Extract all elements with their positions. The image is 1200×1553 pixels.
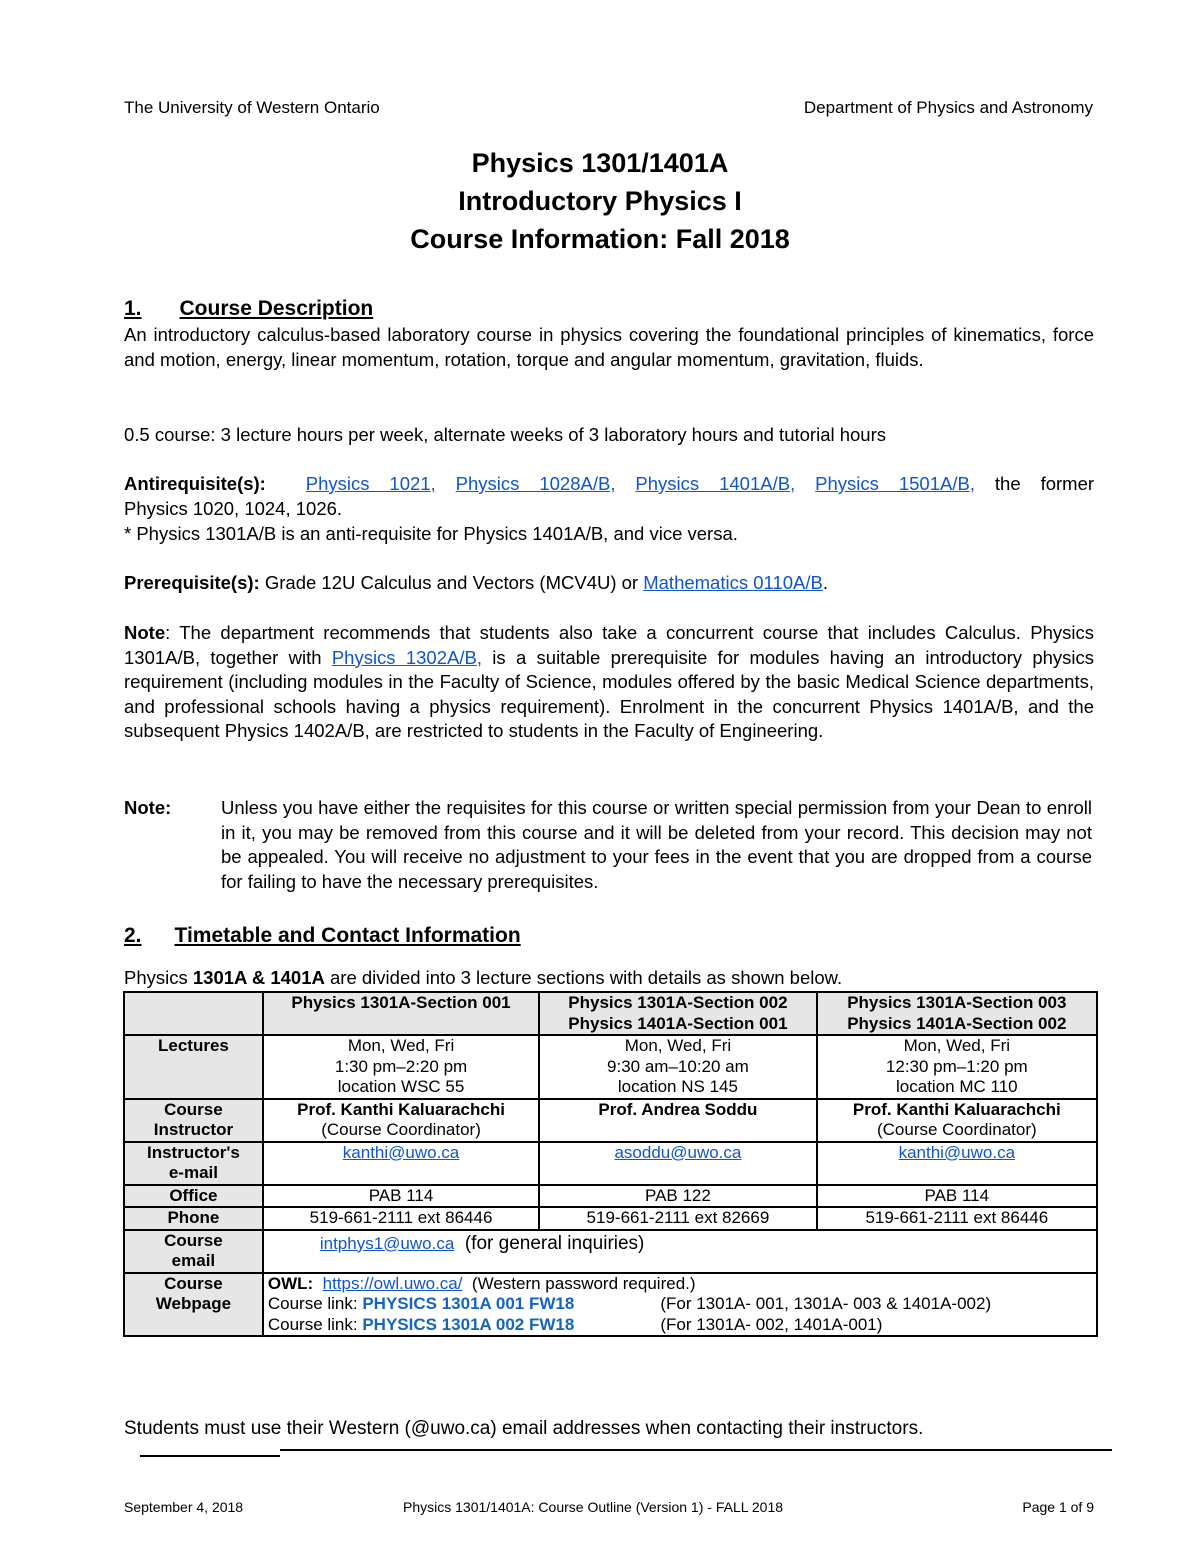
table-row [124,1230,1097,1273]
header-section-c [817,992,1097,1035]
email-label-1: Instructor's [147,1142,240,1162]
email-c-link[interactable]: kanthi@uwo.ca [898,1142,1016,1162]
instructor-a-role: (Course Coordinator) [321,1120,481,1139]
owl-line [268,1274,1092,1295]
lecture-a-time: 1:30 pm–2:20 pm [334,1056,468,1076]
note2-label: Note: [124,797,172,818]
note1-text-b: is a suitable prerequisite for modules having an introductory physics requirement (including modules in the Faculty of Science, modules offered by the basic Medical Science departments, and professional schools having a physics requirement). Enrolment in the concurrent Physics 1401A/B, and the subsequent Physics 1402A/B, are restricted to students in the Faculty of Engineering. [124,646,1095,741]
office-c: PAB 114 [817,1185,1097,1208]
antireq-link-1021[interactable]: Physics 1021, [305,473,436,494]
section2-intro [124,966,842,991]
course-description: An introductory calculus-based laboratory course in physics covering the foundational principles of kinematics, force and motion, energy, linear momentum, rotation, torque and angular momentum, gravitation, fluids. [124,324,1094,370]
row-label-webpage [124,1273,263,1337]
email-b-cell [539,1142,816,1185]
col-c-title: Physics 1301A-Section 003 [847,993,1067,1012]
antireq-label: Antirequisite(s): [124,473,266,494]
instructor-b-name: Prof. Andrea Soddu [598,1099,758,1119]
header-section-a [263,992,539,1035]
note1-link-1302[interactable]: Physics 1302A/B, [331,646,482,668]
footer-date: September 4, 2018 [124,1499,244,1515]
antireq-former: Physics 1020, 1024, 1026. [124,498,343,519]
instructor-label-1: Course [164,1099,223,1119]
course-link-1[interactable]: PHYSICS 1301A 001 FW18 [362,1294,575,1313]
row-label-office: Office [124,1185,263,1208]
antireq-link-1028[interactable]: Physics 1028A/B, [455,473,616,494]
section1-number: 1. [124,297,142,320]
owl-note: (Western password required.) [471,1273,696,1293]
table-row [124,1185,1097,1208]
note2-text: Unless you have either the requisites for this course or written special permission from your Dean to enroll in it, you may be removed from this course and it will be deleted from your record. This decision may not be appealed. You will receive no adjustment to your fees in the event that you are dropped from a course for failing to have the necessary prerequisites. [221,797,1092,892]
col-b-subtitle: Physics 1401A-Section 001 [568,1013,788,1033]
lecture-a-days: Mon, Wed, Fri [347,1036,455,1055]
header-section-b [539,992,816,1035]
phone-a: 519-661-2111 ext 86446 [263,1207,539,1230]
col-b-title: Physics 1301A-Section 002 [568,993,788,1012]
table-row [124,1207,1097,1230]
footer-rule [280,1449,1112,1451]
owl-link[interactable]: https://owl.uwo.ca/ [322,1273,463,1293]
table-row [124,1099,1097,1142]
table-row [124,1035,1097,1099]
prereq-link-math0110[interactable]: Mathematics 0110A/B [643,572,823,593]
header-department: Department of Physics and Astronomy [803,98,1093,117]
prerequisites-line [124,571,828,596]
course-link-1-label: Course link: [267,1294,358,1313]
email-b-link[interactable]: asoddu@uwo.ca [614,1142,742,1162]
header-university: The University of Western Ontario [124,98,380,117]
course-email-note: (for general inquiries) [464,1232,645,1254]
antireq-link-1401[interactable]: Physics 1401A/B, [635,473,796,494]
intro-physics: Physics [124,967,188,988]
antirequisites-line [124,472,1094,497]
section1-title: Course Description [179,297,374,320]
prereq-text: Grade 12U Calculus and Vectors (MCV4U) or [264,572,639,593]
phone-c: 519-661-2111 ext 86446 [817,1207,1097,1230]
email-label-2: e-mail [168,1163,218,1182]
instructor-a-name: Prof. Kanthi Kaluarachchi [297,1099,505,1119]
course-email-cell [263,1230,1097,1273]
course-email-link[interactable]: intphys1@uwo.ca [319,1233,455,1253]
col-a-title: Physics 1301A-Section 001 [291,993,511,1012]
lecture-b-time: 9:30 am–10:20 am [607,1056,749,1076]
prereq-period: . [822,572,828,593]
table-header-row [124,992,1097,1035]
intro-courses: 1301A & 1401A [192,967,325,988]
antireq-tail: the former [994,473,1095,494]
lecture-c-time: 12:30 pm–1:20 pm [885,1056,1028,1076]
instructor-b [539,1099,816,1142]
footer-course-outline: Physics 1301/1401A: Course Outline (Version 1) - FALL 2018 [403,1499,784,1515]
webpage-cell [263,1273,1097,1337]
lectures-a [263,1035,539,1099]
title-course-info: Course Information: Fall 2018 [410,224,790,254]
email-c-cell [817,1142,1097,1185]
row-label-lectures: Lectures [124,1035,263,1099]
course-link-line-1 [268,1294,1092,1315]
lecture-a-location: location WSC 55 [337,1077,465,1096]
row-label-phone: Phone [124,1207,263,1230]
email-a-link[interactable]: kanthi@uwo.ca [342,1142,460,1162]
prereq-label: Prerequisite(s): [124,572,260,593]
course-link-line-2 [268,1315,1092,1336]
office-a: PAB 114 [263,1185,539,1208]
row-label-course-email [124,1230,263,1273]
course-link-1-note: (For 1301A- 001, 1301A- 003 & 1401A-002) [660,1294,992,1313]
note1-label: Note [124,622,166,643]
office-b: PAB 122 [539,1185,816,1208]
table-row [124,1142,1097,1185]
note1-text-a: : The department recommends that students also take a concurrent course that includes Calculus. Physics 1301A/B, together with [124,622,1094,668]
table-row [124,1273,1097,1337]
row-label-instructor [124,1099,263,1142]
intro-text: are divided into 3 lecture sections with details as shown below. [330,967,843,988]
section2-number: 2. [124,924,142,947]
course-email-label-1: Course [164,1230,223,1250]
antireq-link-1501[interactable]: Physics 1501A/B, [815,473,975,494]
section1-heading [124,297,373,321]
lectures-b [539,1035,816,1099]
header-empty-cell [124,992,263,1035]
webpage-label-2: Webpage [155,1294,232,1313]
course-hours: 0.5 course: 3 lecture hours per week, alternate weeks of 3 laboratory hours and tutorial hours [124,424,887,445]
course-link-2[interactable]: PHYSICS 1301A 002 FW18 [362,1314,575,1334]
instructor-label-2: Instructor [153,1120,234,1139]
course-link-2-label: Course link: [267,1314,358,1334]
footer-page-number: Page 1 of 9 [1022,1499,1094,1515]
instructor-c-name: Prof. Kanthi Kaluarachchi [852,1099,1061,1119]
antireq-note: * Physics 1301A/B is an anti-requisite for Physics 1401A/B, and vice versa. [124,523,738,544]
email-a-cell [263,1142,539,1185]
row-label-email [124,1142,263,1185]
lecture-c-days: Mon, Wed, Fri [903,1036,1011,1055]
footer-rule-left [140,1455,280,1457]
instructor-c-role: (Course Coordinator) [876,1120,1037,1139]
note-concurrent [124,621,1094,744]
course-email-label-2: email [171,1251,216,1270]
section2-heading [124,924,521,948]
section2-title: Timetable and Contact Information [174,924,521,947]
lecture-c-location: location MC 110 [896,1077,1018,1096]
webpage-label-1: Course [164,1273,223,1293]
instructor-a [263,1099,539,1142]
lectures-c [817,1035,1097,1099]
owl-label: OWL: [267,1273,314,1293]
lecture-b-location: location NS 145 [617,1077,738,1096]
timetable [123,991,1098,1337]
course-link-2-note: (For 1301A- 002, 1401A-001) [660,1314,883,1334]
title-course-name: Introductory Physics I [458,186,742,216]
phone-b: 519-661-2111 ext 82669 [539,1207,816,1230]
lecture-b-days: Mon, Wed, Fri [624,1036,732,1055]
instructor-c [817,1099,1097,1142]
col-c-subtitle: Physics 1401A-Section 002 [847,1013,1067,1033]
closing-note: Students must use their Western (@uwo.ca) email addresses when contacting their instructors. [124,1418,924,1439]
title-course-code: Physics 1301/1401A [471,148,729,178]
